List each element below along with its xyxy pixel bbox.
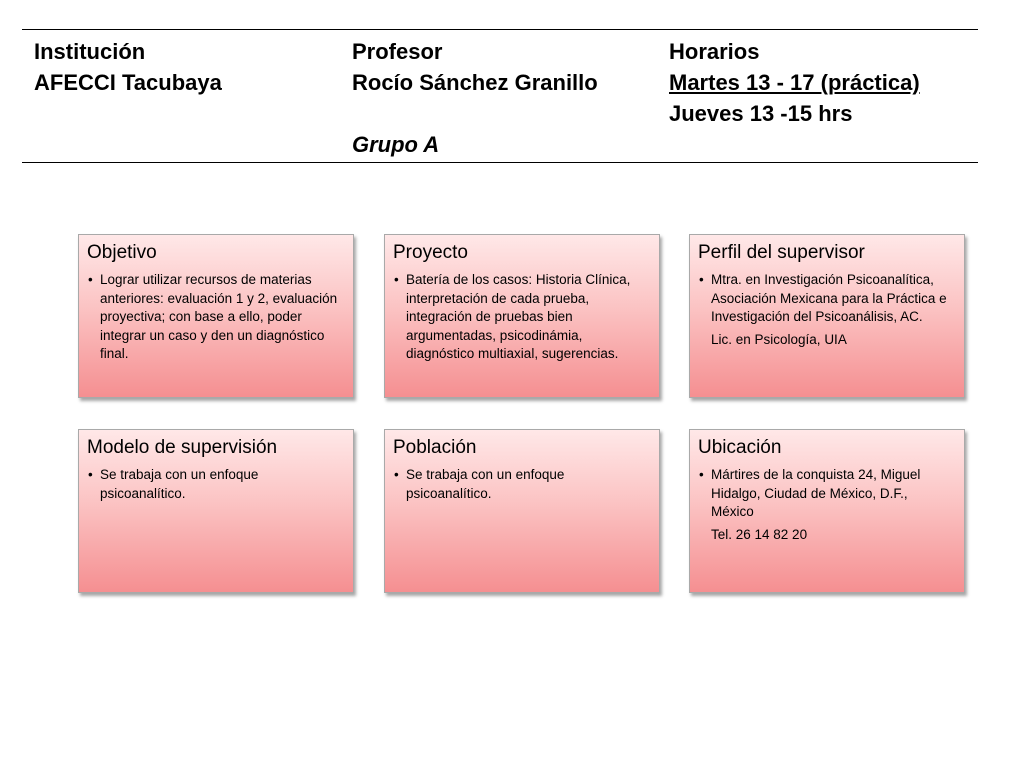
header-top-rule [22,29,978,30]
card-modelo-supervision [78,429,354,593]
card-bullet-text: Mtra. en Investigación Psicoanalítica, Asociación Mexicana para la Práctica e Investigación del Psicoanálisis, AC. [711,272,947,324]
card-title: Perfil del supervisor [698,242,865,263]
bullet-icon: • [88,272,93,287]
card-objetivo [78,234,354,398]
bullet-icon: • [394,272,399,287]
horario-martes: Martes 13 - 17 (práctica) [669,70,920,95]
grupo-label: Grupo A [352,132,440,157]
bullet-icon: • [699,272,704,287]
card-bullet-text: Se trabaja con un enfoque psicoanalítico. [100,467,259,501]
card-extra-text: Tel. 26 14 82 20 [711,526,808,542]
card-bullet-item [393,271,649,364]
card-bullet-text: Mártires de la conquista 24, Miguel Hidalgo, Ciudad de México, D.F., México [711,467,921,519]
profesor-value: Rocío Sánchez Granillo [352,70,598,95]
institucion-column [34,36,222,98]
card-bullet-text: Se trabaja con un enfoque psicoanalítico. [406,467,565,501]
institucion-value: AFECCI Tacubaya [34,70,222,95]
card-bullet-text: Lograr utilizar recursos de materias anteriores: evaluación 1 y 2, evaluación proyectiva; con base a ello, poder integrar un caso y den un diagnóstico final. [100,272,338,361]
horario-jueves: Jueves 13 -15 hrs [669,101,853,126]
card-title: Modelo de supervisión [87,437,278,458]
card-extra-text: Lic. en Psicología, UIA [711,331,847,347]
card-poblacion [384,429,660,593]
card-bullet-item [87,466,343,503]
card-bullet-item [87,271,343,364]
horarios-label: Horarios [669,39,760,64]
card-title: Ubicación [698,437,782,458]
card-bullet-item [393,466,649,503]
card-bullet-item [698,271,954,327]
horarios-column [669,36,920,129]
bullet-icon: • [88,467,93,482]
institucion-label: Institución [34,39,146,64]
profesor-label: Profesor [352,39,443,64]
bullet-icon: • [394,467,399,482]
card-bullet-item [698,466,954,522]
card-title: Proyecto [393,242,468,263]
card-proyecto [384,234,660,398]
bullet-icon: • [699,467,704,482]
card-ubicacion [689,429,965,593]
card-bullet-text: Batería de los casos: Historia Clínica, interpretación de cada prueba, integración de pruebas bien argumentadas, psicodinámia, diagnóstico multiaxial, sugerencias. [406,272,631,361]
card-title: Población [393,437,477,458]
card-perfil-supervisor [689,234,965,398]
header-bottom-rule [22,162,978,163]
card-title: Objetivo [87,242,157,263]
spacer-line [352,98,598,129]
profesor-column [352,36,598,160]
